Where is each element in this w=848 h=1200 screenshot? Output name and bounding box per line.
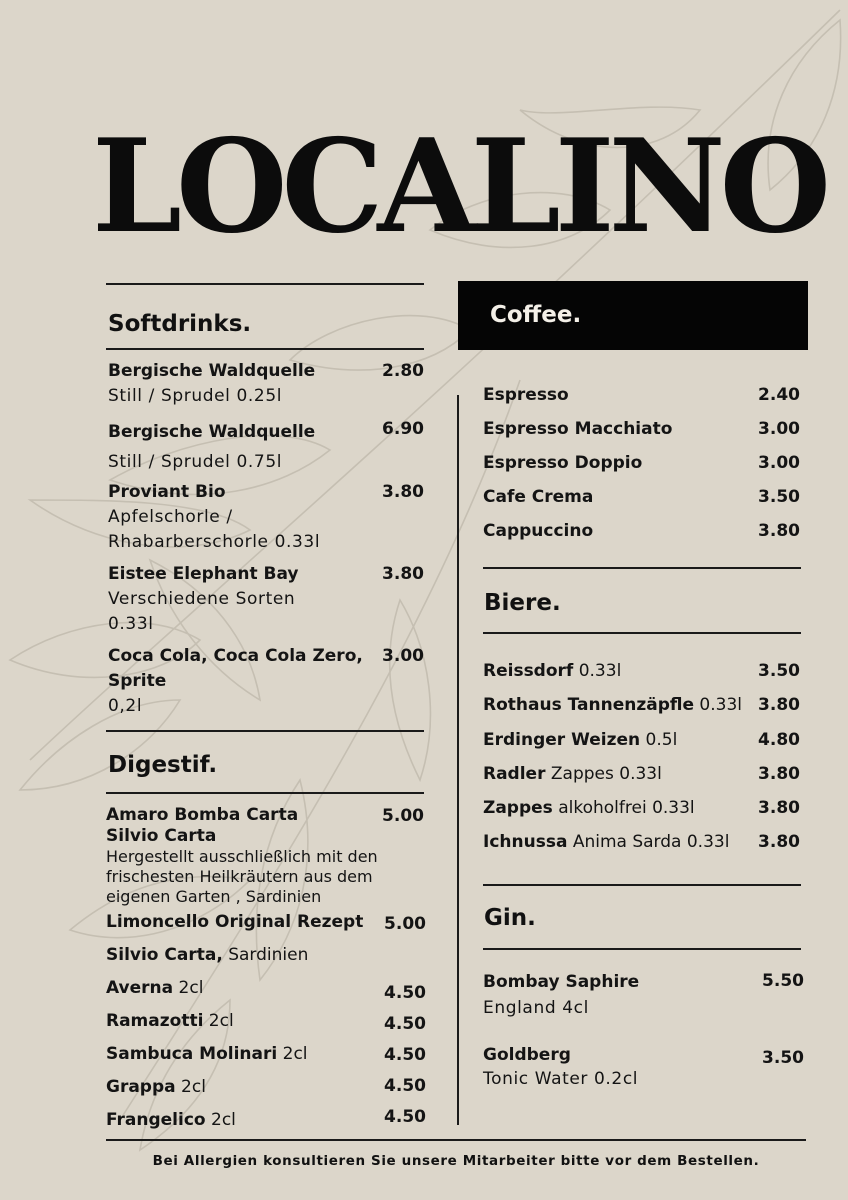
item-name: Rothaus Tannenzäpfle [483,695,694,715]
divider [106,1139,806,1141]
item-detail: 2cl [205,1110,236,1130]
column-divider [457,395,459,1125]
menu-item [483,969,639,1021]
menu-item [483,693,742,718]
item-name: Espresso Macchiato [483,419,673,439]
item-detail: England 4cl [483,998,589,1018]
item-detail: 0.5l [640,730,678,750]
menu-item [483,659,621,684]
section-title-gin: Gin. [484,905,536,931]
item-detail: Zappes 0.33l [545,764,662,784]
item-price: 5.50 [762,971,804,991]
menu-item [483,762,662,787]
item-price: 3.80 [758,832,800,852]
item-name: Reissdorf [483,661,574,681]
divider [106,730,424,732]
section-title-biere: Biere. [484,590,561,616]
item-name: Limoncello Original Rezept [106,912,364,932]
item-name: Amaro Bomba Carta [106,805,299,825]
menu-item [108,562,299,637]
item-detail: 0.33l [694,695,742,715]
item-detail: alkoholfrei 0.33l [552,798,695,818]
menu-item [106,1042,308,1067]
item-name: Grappa [106,1077,176,1097]
item-detail: 2cl [175,1077,206,1097]
item-name: Frangelico [106,1110,206,1130]
item-detail: Sardinien [222,945,309,965]
section-title-coffee: Coffee. [490,302,582,328]
item-name: Bombay Saphire [483,972,640,992]
item-name: Erdinger Weizen [483,730,641,750]
item-detail: 2cl [173,978,204,998]
item-name: Sambuca Molinari [106,1044,278,1064]
item-price: 4.50 [384,1107,426,1127]
item-name: Espresso Doppio [483,453,643,473]
menu-item [106,1108,236,1133]
item-detail: 2cl [277,1044,308,1064]
item-name: Coca Cola, Coca Cola Zero, [108,646,363,666]
divider [106,283,424,285]
item-price: 3.00 [382,646,424,666]
menu-item [108,480,320,555]
item-price: 5.00 [382,806,424,826]
item-price: 5.00 [384,914,426,934]
menu-item [106,805,378,907]
item-price: 6.90 [382,419,424,439]
item-price: 4.50 [384,983,426,1003]
menu-item [106,1075,206,1100]
section-title-digestif: Digestif. [108,752,218,778]
divider [483,884,801,886]
item-name: Goldberg [483,1045,571,1065]
item-detail: Still / Sprudel 0.25l [108,386,283,406]
item-price: 4.50 [384,1076,426,1096]
menu-item [108,359,315,409]
item-price: 3.80 [758,798,800,818]
restaurant-title: LOCALINO [92,112,826,262]
item-price: 3.00 [758,453,800,473]
item-detail: 0.33l [108,614,154,634]
item-name: Proviant Bio [108,482,226,502]
item-detail: 0,2l [108,696,143,716]
menu-item [483,728,677,753]
item-name: Cafe Crema [483,487,594,507]
item-price: 3.00 [758,419,800,439]
item-price: 3.80 [758,695,800,715]
item-name: Radler [483,764,546,784]
item-name: Bergische Waldquelle [108,361,316,381]
allergy-notice: Bei Allergien konsultieren Sie unsere Mitarbeiter bitte vor dem Bestellen. [152,1153,760,1169]
menu-item [108,644,363,719]
menu-item [106,976,203,1001]
item-price: 3.50 [758,487,800,507]
item-price: 2.80 [382,361,424,381]
item-name: Silvio Carta [106,826,217,846]
item-description: frischesten Heilkräutern aus dem [106,867,373,886]
item-price: 3.50 [762,1048,804,1068]
item-price: 3.80 [382,564,424,584]
item-name: Espresso [483,385,569,405]
divider [483,948,801,950]
divider [106,348,424,350]
item-price: 4.80 [758,730,800,750]
item-name: Bergische Waldquelle [108,422,316,442]
item-name: Cappuccino [483,521,594,541]
item-name: Silvio Carta, [106,945,223,965]
menu-item [483,1043,638,1091]
coffee-header-box [458,281,808,350]
item-name: Ramazotti [106,1011,204,1031]
item-name: Ichnussa [483,832,568,852]
item-price: 3.80 [382,482,424,502]
divider [483,567,801,569]
menu-item [106,1009,234,1034]
item-name: Sprite [108,671,167,691]
item-detail: Verschiedene Sorten [108,589,296,609]
item-name: Eistee Elephant Bay [108,564,299,584]
item-detail: Rhabarberschorle 0.33l [108,532,321,552]
item-detail: 0.33l [573,661,622,681]
menu-item [106,943,308,968]
divider [106,792,424,794]
item-detail: Still / Sprudel 0.75l [108,452,283,472]
menu-item [483,796,695,821]
item-description: Hergestellt ausschließlich mit den [106,847,378,866]
item-price: 4.50 [384,1014,426,1034]
item-price: 3.80 [758,521,800,541]
item-price: 3.50 [758,661,800,681]
section-title-softdrinks: Softdrinks. [108,311,252,337]
item-price: 3.80 [758,764,800,784]
divider [483,632,801,634]
item-detail: Apfelschorle / [108,507,233,527]
item-detail: 2cl [203,1011,234,1031]
menu-item [108,417,315,477]
item-price: 4.50 [384,1045,426,1065]
item-name: Zappes [483,798,553,818]
menu-item [483,830,729,855]
item-price: 2.40 [758,385,800,405]
item-detail: Anima Sarda 0.33l [567,832,730,852]
item-name: Averna [106,978,174,998]
item-detail: Tonic Water 0.2cl [483,1069,639,1089]
item-description: eigenen Garten , Sardinien [106,887,322,906]
